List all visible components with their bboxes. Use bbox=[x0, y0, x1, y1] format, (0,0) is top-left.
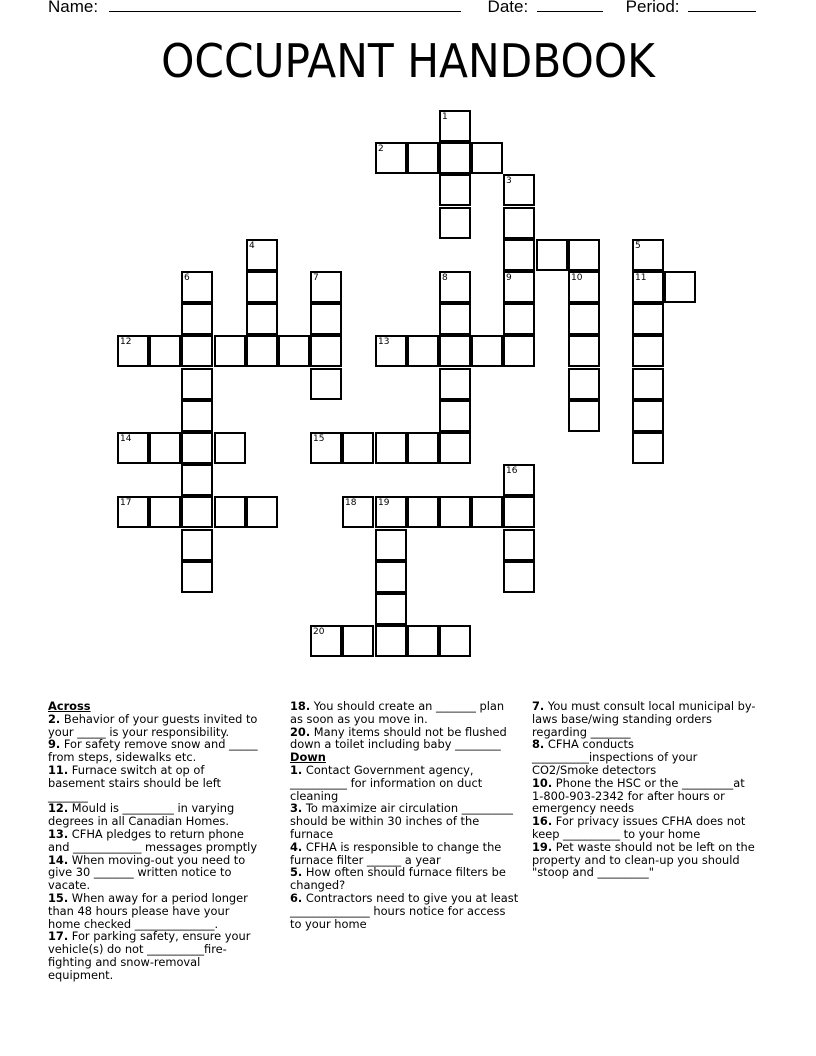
crossword-cell[interactable] bbox=[536, 239, 568, 271]
clue-number: 20. bbox=[290, 724, 311, 739]
crossword-cell[interactable] bbox=[439, 400, 471, 432]
crossword-cell[interactable] bbox=[181, 368, 213, 400]
clue-item bbox=[48, 802, 264, 828]
crossword-cell[interactable] bbox=[568, 239, 600, 271]
clue-number-label: 17 bbox=[120, 498, 132, 508]
crossword-cell[interactable] bbox=[214, 432, 246, 464]
clue-text: Pet waste should not be left on the property and to clean-up you should "stoop and _________" bbox=[532, 839, 755, 880]
crossword-cell[interactable] bbox=[181, 529, 213, 561]
crossword-cell[interactable] bbox=[503, 335, 535, 367]
crossword-cell[interactable] bbox=[375, 432, 407, 464]
crossword-cell[interactable] bbox=[181, 335, 213, 367]
crossword-cell[interactable] bbox=[503, 303, 535, 335]
clues-column-left bbox=[48, 700, 264, 982]
crossword-cell[interactable] bbox=[439, 174, 471, 206]
clue-section-heading: Down bbox=[290, 750, 326, 765]
clue-number-label: 15 bbox=[313, 434, 325, 444]
crossword-cell[interactable] bbox=[407, 625, 439, 657]
clue-number-label: 2 bbox=[378, 144, 384, 154]
crossword-cell[interactable] bbox=[471, 496, 503, 528]
crossword-cell[interactable] bbox=[503, 239, 535, 271]
crossword-cell[interactable] bbox=[375, 593, 407, 625]
crossword-cell[interactable] bbox=[342, 625, 374, 657]
crossword-cell[interactable] bbox=[375, 561, 407, 593]
crossword-cell[interactable] bbox=[471, 335, 503, 367]
clue-item bbox=[532, 815, 758, 841]
clue-text: Behavior of your guests invited to your _____ is your responsibility. bbox=[48, 711, 258, 739]
crossword-cell[interactable] bbox=[632, 400, 664, 432]
crossword-cell[interactable] bbox=[503, 529, 535, 561]
crossword-cell[interactable] bbox=[310, 335, 342, 367]
clue-item bbox=[48, 738, 264, 764]
name-label: Name: bbox=[48, 0, 99, 16]
crossword-cell[interactable] bbox=[375, 625, 407, 657]
clue-number: 11. bbox=[48, 762, 69, 777]
clue-text: For safety remove snow and _____ from steps, sidewalks etc. bbox=[48, 737, 258, 765]
crossword-cell[interactable] bbox=[181, 432, 213, 464]
crossword-cell[interactable] bbox=[568, 368, 600, 400]
clue-text: Contractors need to give you at least ______________ hours notice for access to your home bbox=[290, 890, 519, 931]
period-label: Period: bbox=[625, 0, 680, 16]
clue-text: Phone the HSC or the _________at 1-800-903-2342 for after hours or emergency needs bbox=[532, 775, 745, 816]
clue-number: 18. bbox=[290, 699, 311, 713]
crossword-cell[interactable] bbox=[632, 335, 664, 367]
clue-number: 4. bbox=[290, 839, 303, 854]
clue-text: For parking safety, ensure your vehicle(s) do not __________fire-fighting and snow-removal equipment. bbox=[48, 929, 251, 982]
crossword-cell[interactable] bbox=[246, 335, 278, 367]
clue-item bbox=[532, 777, 758, 815]
crossword-cell[interactable] bbox=[310, 368, 342, 400]
clue-number-label: 12 bbox=[120, 337, 132, 347]
clue-number-label: 20 bbox=[313, 627, 325, 637]
crossword-cell[interactable] bbox=[149, 496, 181, 528]
crossword-cell[interactable] bbox=[503, 496, 535, 528]
clue-number-label: 11 bbox=[635, 273, 647, 283]
clue-text: Many items should not be flushed down a toilet including baby ________ bbox=[290, 724, 507, 752]
clue-number: 12. bbox=[48, 801, 69, 816]
clue-number-label: 1 bbox=[442, 112, 448, 122]
crossword-cell[interactable] bbox=[181, 400, 213, 432]
name-field[interactable] bbox=[109, 0, 461, 12]
clue-text: To maximize air circulation _________ should be within 30 inches of the furnace bbox=[290, 801, 513, 841]
clue-number-label: 16 bbox=[506, 466, 518, 476]
clue-item bbox=[48, 828, 264, 854]
clue-number-label: 7 bbox=[313, 273, 319, 283]
crossword-cell[interactable] bbox=[181, 496, 213, 528]
clue-text: How often should furnace filters be changed? bbox=[290, 865, 506, 893]
crossword-cell[interactable] bbox=[407, 496, 439, 528]
clue-text: Mould is _________ in varying degrees in all Canadian Homes. bbox=[48, 801, 235, 829]
clue-number: 2. bbox=[48, 711, 61, 726]
clue-item bbox=[290, 802, 520, 840]
clue-number-label: 8 bbox=[442, 273, 448, 283]
crossword-cell[interactable] bbox=[632, 303, 664, 335]
clue-number-label: 10 bbox=[571, 273, 583, 283]
clue-section-heading: Across bbox=[48, 699, 91, 713]
date-field[interactable] bbox=[537, 0, 603, 12]
clue-item bbox=[290, 892, 520, 930]
crossword-cell[interactable] bbox=[439, 335, 471, 367]
crossword-cell[interactable] bbox=[149, 335, 181, 367]
clue-number: 5. bbox=[290, 865, 303, 880]
crossword-cell[interactable] bbox=[503, 561, 535, 593]
clue-item bbox=[290, 866, 520, 892]
crossword-cell[interactable] bbox=[310, 303, 342, 335]
crossword-cell[interactable] bbox=[246, 271, 278, 303]
clue-number-label: 13 bbox=[378, 337, 390, 347]
crossword-cell[interactable] bbox=[149, 432, 181, 464]
clue-number-label: 18 bbox=[345, 498, 357, 508]
clue-item bbox=[48, 713, 264, 739]
crossword-cell[interactable] bbox=[407, 335, 439, 367]
clue-number: 17. bbox=[48, 929, 69, 944]
crossword-cell[interactable] bbox=[246, 303, 278, 335]
clue-number-label: 14 bbox=[120, 434, 132, 444]
clue-number: 7. bbox=[532, 699, 545, 713]
clue-item bbox=[532, 841, 758, 879]
clue-text: Furnace switch at op of basement stairs should be left _______ bbox=[48, 762, 222, 803]
clue-item bbox=[48, 930, 264, 981]
clue-number: 15. bbox=[48, 890, 69, 905]
crossword-cell[interactable] bbox=[375, 529, 407, 561]
clue-item bbox=[48, 892, 264, 930]
clue-item bbox=[290, 700, 520, 726]
crossword-cell[interactable] bbox=[181, 303, 213, 335]
clue-number: 9. bbox=[48, 737, 61, 752]
clue-text: CFHA conducts __________inspections of your CO2/Smoke detectors bbox=[532, 737, 698, 777]
crossword-cell[interactable] bbox=[439, 432, 471, 464]
clue-item bbox=[290, 841, 520, 867]
clue-number-label: 5 bbox=[635, 241, 641, 251]
crossword-cell[interactable] bbox=[181, 464, 213, 496]
crossword-cell[interactable] bbox=[342, 432, 374, 464]
clue-number: 8. bbox=[532, 737, 545, 752]
clue-text: When away for a period longer than 48 hours please have your home checked ______________. bbox=[48, 890, 248, 931]
clue-number-label: 9 bbox=[506, 273, 512, 283]
date-label: Date: bbox=[487, 0, 529, 16]
clue-item bbox=[290, 726, 520, 752]
crossword-cell[interactable] bbox=[407, 142, 439, 174]
crossword-cell[interactable] bbox=[181, 561, 213, 593]
clue-text: When moving-out you need to give 30 _______ written notice to vacate. bbox=[48, 852, 246, 893]
crossword-cell[interactable] bbox=[214, 335, 246, 367]
clue-number-label: 6 bbox=[184, 273, 190, 283]
clue-item bbox=[532, 700, 758, 738]
clue-number-label: 3 bbox=[506, 176, 512, 186]
clue-number-label: 4 bbox=[249, 241, 255, 251]
crossword-cell[interactable] bbox=[439, 625, 471, 657]
clue-number: 1. bbox=[290, 762, 303, 777]
clue-number: 13. bbox=[48, 826, 69, 841]
clue-number-label: 19 bbox=[378, 498, 390, 508]
crossword-cell[interactable] bbox=[439, 368, 471, 400]
clue-text: You should create an _______ plan as soon as you move in. bbox=[290, 699, 505, 726]
crossword-cell[interactable] bbox=[471, 142, 503, 174]
crossword-cell[interactable] bbox=[278, 335, 310, 367]
crossword-cell[interactable] bbox=[632, 432, 664, 464]
clue-item bbox=[48, 764, 264, 802]
crossword-cell[interactable] bbox=[664, 271, 696, 303]
clues-column-right bbox=[532, 700, 758, 879]
clue-item bbox=[48, 854, 264, 892]
clue-text: You must consult local municipal by-laws base/wing standing orders regarding _______ bbox=[532, 699, 756, 739]
crossword-cell[interactable] bbox=[568, 335, 600, 367]
clue-number: 3. bbox=[290, 801, 303, 816]
clue-text: For privacy issues CFHA does not keep __________ to your home bbox=[532, 814, 746, 841]
crossword-cell[interactable] bbox=[407, 432, 439, 464]
crossword-cell[interactable] bbox=[214, 496, 246, 528]
clues-column-middle bbox=[290, 700, 520, 930]
page-title: OCCUPANT HANDBOOK bbox=[161, 34, 655, 88]
crossword-cell[interactable] bbox=[568, 303, 600, 335]
crossword-cell[interactable] bbox=[439, 496, 471, 528]
crossword-cell[interactable] bbox=[439, 142, 471, 174]
crossword-cell[interactable] bbox=[439, 207, 471, 239]
clue-number: 19. bbox=[532, 839, 553, 854]
crossword-cell[interactable] bbox=[503, 207, 535, 239]
crossword-cell[interactable] bbox=[632, 368, 664, 400]
clue-number: 6. bbox=[290, 890, 303, 905]
clue-text: CFHA pledges to return phone and ____________ messages promptly bbox=[48, 826, 258, 854]
clue-number: 16. bbox=[532, 814, 553, 829]
crossword-cell[interactable] bbox=[246, 496, 278, 528]
clue-number: 10. bbox=[532, 775, 553, 790]
clue-text: Contact Government agency, __________ for information on duct cleaning bbox=[290, 762, 483, 803]
clue-item bbox=[532, 738, 758, 776]
period-field[interactable] bbox=[688, 0, 756, 12]
clue-item bbox=[290, 764, 520, 802]
crossword-cell[interactable] bbox=[568, 400, 600, 432]
crossword-cell[interactable] bbox=[439, 303, 471, 335]
student-info-line bbox=[48, 0, 756, 17]
clue-text: CFHA is responsible to change the furnace filter ______ a year bbox=[290, 839, 502, 867]
clue-number: 14. bbox=[48, 852, 69, 867]
